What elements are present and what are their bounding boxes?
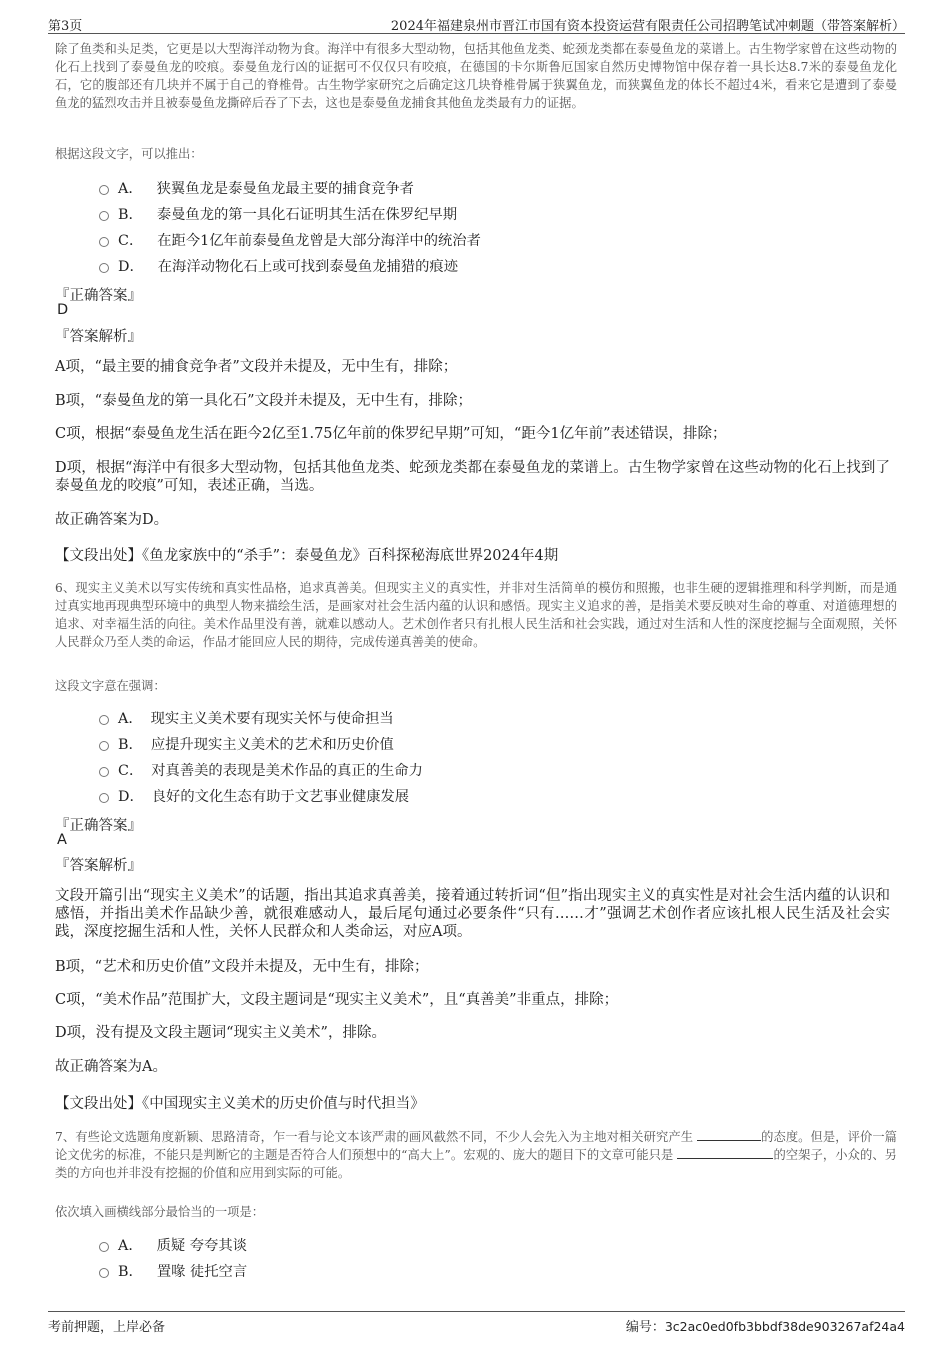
q7-options — [99, 1232, 247, 1284]
q5-analysis-c: C项，根据“泰曼鱼龙生活在距今2亿至1.75亿年前的侏罗纪早期”可知，“距今1亿年前”表述错误，排除； — [55, 426, 727, 442]
document-code: 编号：3c2ac0ed0fb3bbdf38de903267af24a4 — [625, 1319, 905, 1335]
q5-option-d[interactable]: D． 在海洋动物化石上或可找到泰曼鱼龙捕猎的痕迹 — [99, 253, 481, 279]
q6-option-c[interactable]: C． 对真善美的表现是美术作品的真正的生命力 — [99, 757, 423, 783]
q5-passage: 除了鱼类和头足类，它更是以大型海洋动物为食。海洋中有很多大型动物，包括其他鱼龙类、蛇颈龙类都在泰曼鱼龙的菜谱上。古生物学家曾在这些动物的化石上找到了泰曼鱼龙的咬痕。泰曼鱼龙行凶的证据可不仅仅只有咬痕，在德国的卡尔斯鲁厄国家自然历史博物馆中保存着一具长达8.7米的泰曼鱼龙化石，它的腹部还有几块并不属于自己的脊椎骨。古生物学家研究之后确定这几块脊椎骨属于狭翼鱼龙，而狭翼鱼龙的体长不超过4米，看来它是遭到了泰曼鱼龙的猛烈攻击并且被泰曼鱼龙撕碎后吞了下去，这也是泰曼鱼龙捕食其他鱼龙类最有力的证据。 — [55, 42, 897, 110]
q5-answer-heading: 『正确答案』 — [55, 288, 142, 304]
q5-options — [99, 175, 481, 279]
radio-icon[interactable] — [99, 793, 109, 803]
radio-icon[interactable] — [99, 237, 109, 247]
fill-blank-1[interactable] — [697, 1128, 761, 1141]
q5-analysis-a: A项，“最主要的捕食竞争者”文段并未提及，无中生有，排除； — [55, 359, 458, 375]
q6-conclusion: 故正确答案为A。 — [55, 1059, 167, 1075]
q6-analysis-c: C项，“美术作品”范围扩大，文段主题词是“现实主义美术”，且“真善美”非重点，排除； — [55, 992, 619, 1008]
q5-option-b[interactable]: B． 泰曼鱼龙的第一具化石证明其生活在侏罗纪早期 — [99, 201, 481, 227]
radio-icon[interactable] — [99, 715, 109, 725]
q5-option-c[interactable]: C． 在距今1亿年前泰曼鱼龙曾是大部分海洋中的统治者 — [99, 227, 481, 253]
footer-slogan: 考前押题，上岸必备 — [48, 1320, 166, 1335]
q5-analysis-d: D项，根据“海洋中有很多大型动物，包括其他鱼龙类、蛇颈龙类都在泰曼鱼龙的菜谱上。古生物学家曾在这些动物的化石上找到了泰曼鱼龙的咬痕”可知，表述正确，当选。 — [55, 460, 890, 494]
q7-option-a[interactable]: A． 质疑 夸夸其谈 — [99, 1232, 247, 1258]
q6-question: 这段文字意在强调： — [55, 679, 166, 693]
q6-option-d[interactable]: D． 良好的文化生态有助于文艺事业健康发展 — [99, 783, 423, 809]
q5-analysis-b: B项，“泰曼鱼龙的第一具化石”文段并未提及，无中生有，排除； — [55, 393, 472, 409]
radio-icon[interactable] — [99, 767, 109, 777]
radio-icon[interactable] — [99, 741, 109, 751]
q6-passage: 6、现实主义美术以写实传统和真实性品格，追求真善美。但现实主义的真实性，并非对生活简单的模仿和照搬，也非生硬的逻辑推理和科学判断，而是通过真实地再现典型环境中的典型人物来描绘生活，是画家对社会生活内蕴的认识和感悟。现实主义追求的善，是指美术要反映对生命的尊重、对道德理想的追求、对幸福生活的向往。美术作品里没有善，就难以感动人。艺术创作者只有扎根人民生活和社会实践，通过对生活和人性的深度挖掘与全面观照，关怀人民群众乃至人类的命运，作品才能回应人民的期待，完成传递真善美的使命。 — [55, 581, 897, 649]
q6-analysis-main: 文段开篇引出“现实主义美术”的话题，指出其追求真善美，接着通过转折词“但”指出现实主义的真实性是对社会生活内蕴的认识和感悟，并指出美术作品缺少善，就很难感动人，最后尾句通过必要条件“只有……才”强调艺术创作者应该扎根人民生活及社会实践，深度挖掘生活和人性，关怀人民群众和人类命运，对应A项。 — [55, 888, 890, 940]
q6-answer-value: A — [57, 832, 67, 848]
page-footer — [48, 1311, 905, 1336]
radio-icon[interactable] — [99, 1242, 109, 1252]
q6-source: 【文段出处】《中国现实主义美术的历史价值与时代担当》 — [55, 1096, 425, 1112]
q6-options — [99, 705, 423, 809]
q5-analysis-heading: 『答案解析』 — [55, 329, 142, 345]
q7-passage: 7、有些论文选题角度新颖、思路清奇，乍一看与论文本该严肃的画风截然不同，不少人会先入为主地对相关研究产生 的态度。但是，评价一篇论文优劣的标准，不能只是判断它的主题是否符合人们预想中的“高大上”。宏观的、庞大的题目下的文章可能只是 的空架子，小众的、另类的方向也并非没有挖掘的价值和应用到实际的可能。 — [55, 1130, 897, 1180]
radio-icon[interactable] — [99, 211, 109, 221]
document-title: 2024年福建泉州市晋江市国有资本投资运营有限责任公司招聘笔试冲刺题（带答案解析） — [390, 19, 905, 34]
fill-blank-2[interactable] — [677, 1146, 773, 1159]
page-number: 第3页 — [48, 19, 83, 34]
q6-analysis-heading: 『答案解析』 — [55, 858, 142, 874]
q5-answer-value: D — [57, 302, 69, 318]
q6-option-a[interactable]: A． 现实主义美术要有现实关怀与使命担当 — [99, 705, 423, 731]
q5-option-a[interactable]: A． 狭翼鱼龙是泰曼鱼龙最主要的捕食竞争者 — [99, 175, 481, 201]
q6-option-b[interactable]: B． 应提升现实主义美术的艺术和历史价值 — [99, 731, 423, 757]
radio-icon[interactable] — [99, 263, 109, 273]
q7-question: 依次填入画横线部分最恰当的一项是： — [55, 1205, 265, 1219]
page-header — [48, 11, 905, 34]
q6-analysis-b: B项，“艺术和历史价值”文段并未提及，无中生有，排除； — [55, 959, 429, 975]
radio-icon[interactable] — [99, 1268, 109, 1278]
q5-source: 【文段出处】《鱼龙家族中的“杀手”：泰曼鱼龙》百科探秘海底世界2024年4期 — [55, 548, 559, 564]
q7-option-b[interactable]: B． 置喙 徒托空言 — [99, 1258, 247, 1284]
q6-analysis-d: D项，没有提及文段主题词“现实主义美术”，排除。 — [55, 1025, 386, 1041]
q6-answer-heading: 『正确答案』 — [55, 818, 142, 834]
radio-icon[interactable] — [99, 185, 109, 195]
q5-question: 根据这段文字，可以推出： — [55, 147, 203, 161]
q5-conclusion: 故正确答案为D。 — [55, 512, 169, 528]
